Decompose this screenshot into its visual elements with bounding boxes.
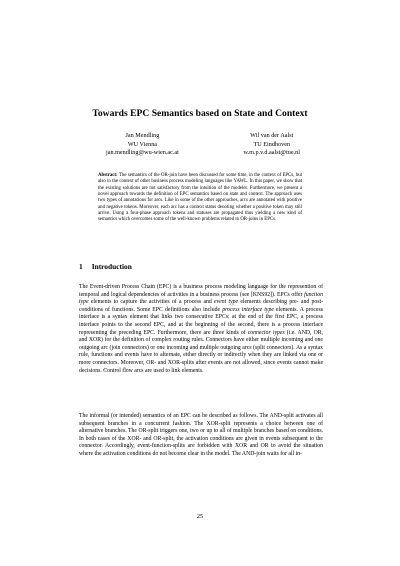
text-run: elements. A process interface is a syntax element that links two consecutive EPCs: at the end of the first EPC, a process interface points to the second EPC, and at the beginning of the second, there is a process interface representing the preceding EPC. Furthermore, there are three kinds of [79,306,323,336]
section-heading [79,262,132,271]
emphasis: connector types [247,329,285,336]
author-2 [244,132,300,158]
text-run: (i.e. AND, OR, and XOR) for the definition of complex routing rules. Connectors have either multiple incoming and one outgoing arc (join connectors) or one incoming and multiple outgoing arcs (split connectors). As a syntax rule, functions and events have to alternate, either directly or indirectly when they are linked via one or more connectors. Moreover, OR- and XOR-splits after events are not allowed, since events cannot make decisions. Control flow arcs are used to link elements. [79,329,323,374]
paper-title: Towards EPC Semantics based on State and Context [92,108,308,119]
abstract-text: The semantics of the OR-join have been discussed for some time, in the context of EPCs, but also in the context of other business process modeling languages like YAWL. In this paper, we show that the existing solutions are not satisfactory from the intuition of the modeler. Furthermore, we present a novel approach towards the definition of EPC semantics based on state and context. The approach uses two types of annotations for arcs. Like in some of the other approaches, arcs are annotated with positive and negative tokens. Moreover, each arc has a context status denoting whether a positive token may still arrive. Using a four-phase approach tokens and statuses are propagated thus yielding a new kind of semantics which overcomes some of the well-known problems related to OR-joins in EPCs. [98,173,303,223]
abstract-label: Abstract: [98,173,118,178]
text-run: elements to capture the activities of a process and [88,299,215,306]
page-number: 25 [196,513,204,520]
body-paragraph [79,284,323,375]
author-affiliation: WU Vienna [127,140,158,148]
author-block [106,132,300,158]
text-run: elements describing pre- and post-conditions of functions. Some EPC definitions also include [79,299,323,313]
author-name: Jan Mendling [125,132,160,139]
emphasis: event type [214,299,239,306]
text-run: The Event-driven Process Chain (EPC) is a business process modeling language for the represention of temporal and logical dependencies of activities in a business process (see [KNS92]). EPCs offer [79,284,323,298]
author-affiliation: TU Eindhoven [253,140,291,148]
author-name: Wil van der Aalst [250,132,294,139]
author-email: jan.mendling@wu-wien.ac.at [106,149,179,157]
author-email: w.m.p.v.d.aalst@tue.nl [243,149,300,157]
section-title: Introduction [91,262,132,271]
section-number: 1 [79,262,83,271]
emphasis: function type [79,291,323,306]
abstract [98,173,302,224]
body-paragraph: The informal (or intended) semantics of an EPC can be described as follows. The AND-split activates all subsequent branches in a concurrent fashion. The XOR-split represents a choice between one of alternative branches. The OR-split triggers one, two or up to all of multiple branches based on conditions. In both cases of the XOR- and OR-split, the activation conditions are given in events subsequent to the connector. Accordingly, event-function-splits are forbidden with XOR and OR to avoid the situation where the activation conditions do not become clear in the model. The AND-join waits for all in- [79,413,323,457]
author-1 [106,132,179,158]
emphasis: process interface type [222,306,274,313]
